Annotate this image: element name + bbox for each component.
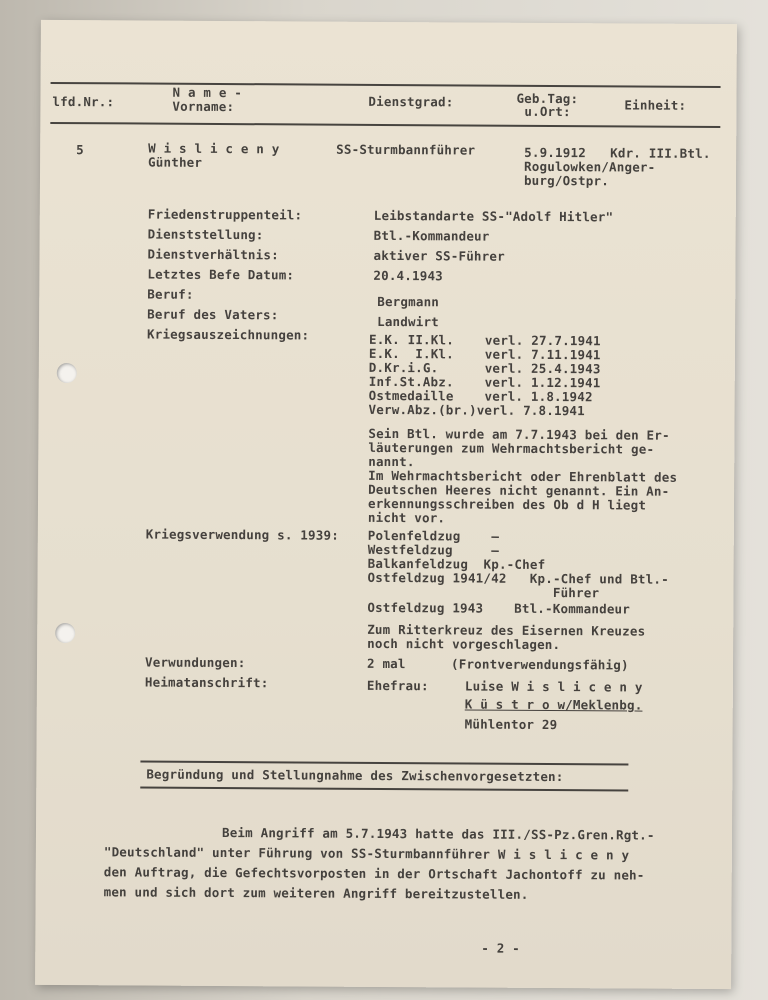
punch-hole [57, 363, 77, 383]
award-line: Inf.St.Abz. verl. 1.12.1941 [368, 373, 601, 391]
header-nr: lfd.Nr.: [52, 93, 115, 110]
page-number: - 2 - [481, 940, 520, 956]
header-rank: Dienstgrad: [368, 93, 454, 110]
record-firstname: Günther [148, 154, 203, 170]
header-firstname: Vorname: [172, 98, 235, 115]
wounds-count: 2 mal [366, 655, 406, 672]
body-line: "Deutschland" unter Führung von SS-Sturmbannführer W i s l i c e n y [103, 844, 630, 863]
service-label: Dienstverhältnis: [147, 246, 279, 263]
promotion-label: Letztes Befe Datum: [147, 266, 295, 283]
war-use-line: Westfeldzug — [367, 541, 500, 558]
peace-unit-value: Leibstandarte SS-"Adolf Hitler" [373, 207, 614, 225]
position-value: Btl.-Kommandeur [373, 227, 490, 244]
war-use-line: Balkanfeldzug Kp.-Chef [367, 555, 546, 572]
job-value: Bergmann [377, 293, 440, 310]
record-birthplace: Rogulowken/Anger- [524, 158, 656, 175]
punch-hole [55, 623, 75, 643]
section-top-rule [140, 761, 628, 766]
body-line: men und sich dort zum weiteren Angriff bereitzustellen. [103, 884, 529, 902]
promotion-value: 20.4.1943 [373, 267, 443, 284]
header-name: N a m e - [172, 84, 243, 101]
award-line: Verw.Abz.(br.)verl. 7.8.1941 [368, 401, 585, 419]
record-birthplace-2: burg/Ostpr. [523, 172, 610, 189]
record-birthdate: 5.9.1912 [524, 144, 587, 161]
father-job-value: Landwirt [377, 313, 439, 330]
header-top-rule [51, 82, 721, 88]
father-job-label: Beruf des Vaters: [147, 306, 279, 323]
document-page [35, 20, 737, 989]
section-bottom-rule [140, 787, 628, 792]
header-unit: Einheit: [624, 97, 687, 113]
mention-line: nannt. [368, 453, 415, 470]
award-line: D.Kr.i.G. verl. 25.4.1943 [368, 359, 601, 377]
service-value: aktiver SS-Führer [373, 247, 505, 264]
header-birthplace: u.Ort: [524, 103, 571, 120]
wounds-label: Verwundungen: [144, 654, 246, 671]
body-line: Beim Angriff am 5.7.1943 hatte das III./SS-Pz.Gren.Rgt.- [221, 825, 655, 843]
address-label: Heimatanschrift: [144, 674, 269, 691]
mention-line: Im Wehrmachtsbericht oder Ehrenblatt des [368, 467, 678, 485]
section-title: Begründung und Stellungnahme des Zwischenvorgesetzten: [146, 766, 564, 785]
war-use-line: Ostfeldzug 1941/42 Kp.-Chef und Btl.- [367, 569, 669, 587]
address-city: K ü s t r o w/Meklenbg. [464, 696, 643, 713]
address-wife-label: Ehefrau: [366, 677, 429, 694]
mention-line: erkennungsschreiben des Ob d H liegt [367, 495, 647, 513]
war-use-line: Polenfeldzug — [367, 527, 500, 544]
mention-line: Deutschen Heeres nicht genannt. Ein An- [368, 481, 670, 499]
award-line: E.K. II.Kl. verl. 27.7.1941 [368, 331, 601, 349]
record-unit: Kdr. III.Btl. [610, 145, 711, 161]
header-birth: Geb.Tag: [516, 90, 579, 107]
war-use-label: Kriegsverwendung s. 1939: [145, 526, 340, 543]
wounds-status: (Frontverwendungsfähig) [450, 656, 629, 673]
address-wife-name: Luise W i s l i c e n y [464, 678, 643, 695]
position-label: Dienststellung: [147, 226, 264, 243]
war-use-line: Ostfeldzug 1943 Btl.-Kommandeur [367, 599, 631, 617]
job-label: Beruf: [147, 286, 194, 302]
award-line: E.K. I.Kl. verl. 7.11.1941 [368, 345, 601, 363]
record-surname: W i s l i c e n y [148, 140, 280, 157]
knight-cross-note-2: noch nicht vorgeschlagen. [367, 635, 561, 653]
address-street: Mühlentor 29 [464, 716, 558, 733]
mention-line: Sein Btl. wurde am 7.7.1943 bei den Er- [368, 425, 670, 443]
war-use-line: Führer [367, 583, 600, 601]
award-line: Ostmedaille verl. 1.8.1942 [368, 387, 593, 405]
mention-line: läuterungen zum Wehrmachtsbericht ge- [368, 439, 655, 457]
peace-unit-label: Friedenstruppenteil: [147, 206, 303, 223]
body-line: den Auftrag, die Gefechtsvorposten in der Ortschaft Jachontoff zu neh- [103, 864, 645, 883]
record-nr: 5 [76, 142, 84, 158]
mention-line: nicht vor. [367, 509, 446, 526]
header-bottom-rule [50, 122, 720, 128]
awards-label: Kriegsauszeichnungen: [146, 326, 310, 343]
knight-cross-note: Zum Ritterkreuz des Eisernen Kreuzes [367, 621, 646, 639]
record-rank: SS-Sturmbannführer [336, 141, 476, 158]
